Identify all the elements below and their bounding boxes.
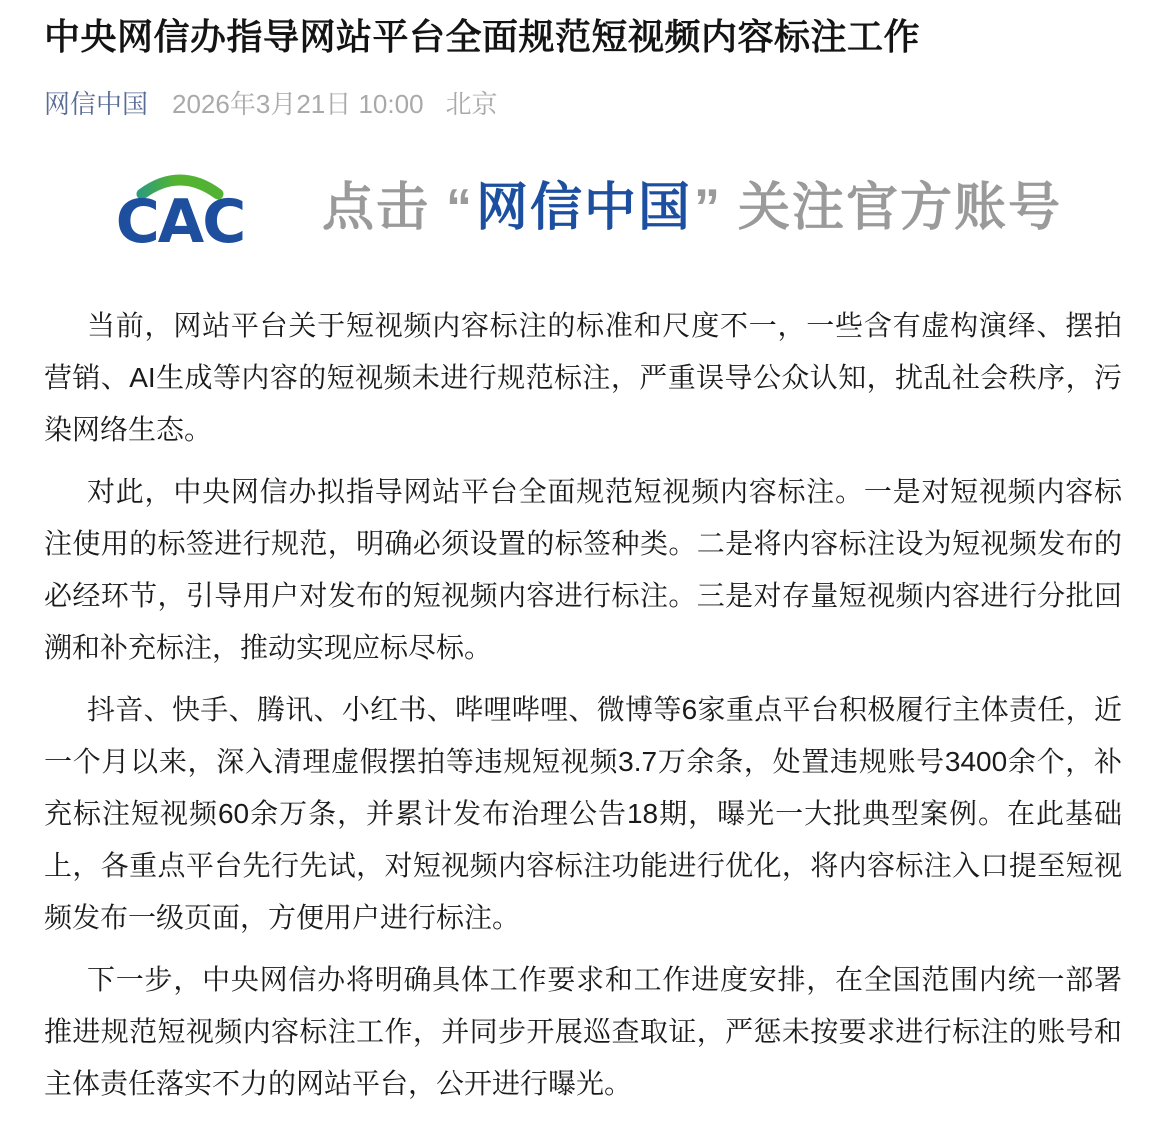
cac-logo-icon xyxy=(104,162,256,254)
banner-quote-close: ” xyxy=(694,179,722,237)
account-link[interactable]: 网信中国 xyxy=(44,89,149,119)
article-page xyxy=(0,12,1166,1130)
banner-suffix: 关注官方账号 xyxy=(738,179,1063,237)
article-body xyxy=(44,300,1122,1110)
paragraph-2: 对此，中央网信办拟指导网站平台全面规范短视频内容标注。一是对短视频内容标注使用的标签进行规范，明确必须设置的标签种类。二是将内容标注设为短视频发布的必经环节，引导用户对发布的短视频内容进行标注。三是对存量短视频内容进行分批回溯和补充标注，推动实现应标尽标。 xyxy=(44,476,1122,663)
article-title: 中央网信办指导网站平台全面规范短视频内容标注工作 xyxy=(44,16,921,57)
paragraph-1: 当前，网站平台关于短视频内容标注的标准和尺度不一，一些含有虚构演绎、摆拍营销、AI生成等内容的短视频未进行规范标注，严重误导公众认知，扰乱社会秩序，污染网络生态。 xyxy=(44,310,1122,445)
paragraph-4: 下一步，中央网信办将明确具体工作要求和工作进度安排，在全国范围内统一部署推进规范短视频内容标注工作，并同步开展巡查取证，严惩未按要求进行标注的账号和主体责任落实不力的网站平台，公开进行曝光。 xyxy=(44,964,1122,1099)
logo-text: CAC xyxy=(115,187,245,254)
banner-quote-open: “ xyxy=(445,179,474,237)
banner-prefix: 点击 xyxy=(321,179,430,237)
follow-banner[interactable] xyxy=(44,156,1122,260)
banner-text xyxy=(322,162,1062,254)
publish-location: 北京 xyxy=(445,89,498,119)
byline xyxy=(44,88,1122,120)
paragraph-3: 抖音、快手、腾讯、小红书、哔哩哔哩、微博等6家重点平台积极履行主体责任，近一个月以来，深入清理虚假摆拍等违规短视频3.7万余条，处置违规账号3400余个，补充标注短视频60余万条，并累计发布治理公告18期，曝光一大批典型案例。在此基础上，各重点平台先行先试，对短视频内容标注功能进行优化，将内容标注入口提至短视频发布一级页面，方便用户进行标注。 xyxy=(44,694,1122,933)
banner-account-name: 网信中国 xyxy=(475,179,692,237)
publish-date: 2026年3月21日 10:00 xyxy=(172,89,424,119)
